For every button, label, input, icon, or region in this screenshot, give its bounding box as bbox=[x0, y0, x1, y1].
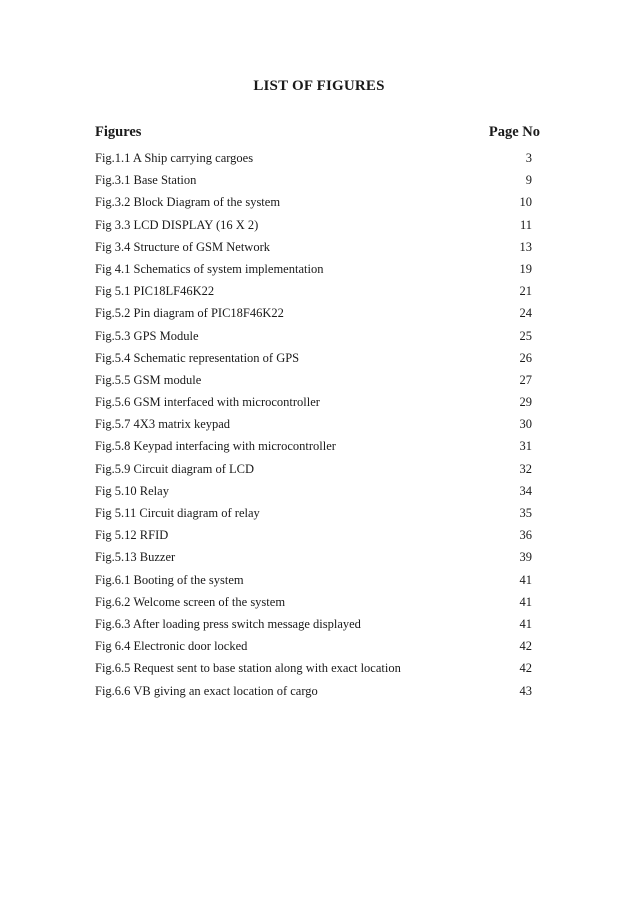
list-item bbox=[95, 194, 540, 216]
list-item bbox=[95, 483, 540, 505]
page-number: 29 bbox=[519, 395, 532, 410]
list-item bbox=[95, 616, 540, 638]
figure-caption: Fig.5.3 GPS Module bbox=[95, 328, 199, 343]
page-number: 43 bbox=[519, 683, 532, 698]
page-number: 11 bbox=[519, 217, 532, 232]
page-number: 30 bbox=[519, 417, 532, 432]
figure-caption: Fig.6.2 Welcome screen of the system bbox=[95, 594, 286, 609]
list-item bbox=[95, 572, 540, 594]
figure-caption: Fig 3.3 LCD DISPLAY (16 X 2) bbox=[95, 217, 259, 232]
figures-list bbox=[95, 150, 540, 705]
figure-caption: Fig.3.2 Block Diagram of the system bbox=[95, 195, 281, 210]
list-item bbox=[95, 239, 540, 261]
page-number: 36 bbox=[519, 528, 532, 543]
figure-caption: Fig.6.5 Request sent to base station along with exact location bbox=[95, 661, 401, 676]
page-number: 42 bbox=[519, 661, 532, 676]
page-number: 13 bbox=[519, 239, 532, 254]
list-item bbox=[95, 350, 540, 372]
figure-caption: Fig.3.1 Base Station bbox=[95, 173, 197, 188]
figure-caption: Fig.5.4 Schematic representation of GPS bbox=[95, 350, 300, 365]
figure-caption: Fig.5.7 4X3 matrix keypad bbox=[95, 417, 231, 432]
figure-caption: Fig 5.11 Circuit diagram of relay bbox=[95, 506, 260, 520]
figure-caption: Fig.5.8 Keypad interfacing with microcontroller bbox=[95, 439, 336, 454]
figure-caption: Fig 5.12 RFID bbox=[95, 528, 169, 543]
figure-caption: Fig 3.4 Structure of GSM Network bbox=[95, 239, 270, 254]
page-number: 42 bbox=[519, 639, 532, 654]
page-number: 19 bbox=[519, 261, 532, 276]
list-item bbox=[95, 549, 540, 571]
list-item bbox=[95, 150, 540, 172]
page-number: 31 bbox=[519, 439, 532, 454]
page-number: 21 bbox=[519, 284, 532, 299]
page-number: 35 bbox=[519, 506, 532, 520]
page-number: 9 bbox=[525, 173, 532, 188]
list-item bbox=[95, 305, 540, 327]
list-header bbox=[95, 124, 540, 144]
page-number: 41 bbox=[519, 594, 532, 609]
list-item bbox=[95, 328, 540, 350]
page-number: 3 bbox=[525, 151, 532, 165]
page-no-column-header: Page No bbox=[488, 124, 540, 140]
figure-caption: Fig.5.6 GSM interfaced with microcontroller bbox=[95, 395, 320, 410]
page-number: 25 bbox=[519, 328, 532, 343]
page-number: 32 bbox=[519, 461, 532, 476]
figure-caption: Fig.5.9 Circuit diagram of LCD bbox=[95, 461, 255, 476]
list-item bbox=[95, 594, 540, 616]
figure-caption: Fig.6.1 Booting of the system bbox=[95, 572, 244, 587]
page-title: LIST OF FIGURES bbox=[253, 78, 385, 94]
list-item bbox=[95, 683, 540, 705]
list-item bbox=[95, 172, 540, 194]
page-number: 24 bbox=[519, 306, 532, 321]
page-number: 41 bbox=[519, 616, 532, 631]
list-item bbox=[95, 527, 540, 549]
figure-caption: Fig 4.1 Schematics of system implementation bbox=[95, 261, 324, 276]
figure-caption: Fig 5.1 PIC18LF46K22 bbox=[95, 284, 215, 299]
page-number: 39 bbox=[519, 550, 532, 565]
list-item bbox=[95, 438, 540, 460]
list-item bbox=[95, 372, 540, 394]
figure-caption: Fig 6.4 Electronic door locked bbox=[95, 639, 248, 654]
page-number: 41 bbox=[519, 572, 532, 587]
figures-column-header: Figures bbox=[95, 124, 142, 140]
figure-caption: Fig 5.10 Relay bbox=[95, 483, 169, 498]
figure-caption: Fig.1.1 A Ship carrying cargoes bbox=[95, 151, 254, 165]
figure-caption: Fig.6.3 After loading press switch message displayed bbox=[95, 616, 361, 631]
figure-caption: Fig.5.2 Pin diagram of PIC18F46K22 bbox=[95, 306, 284, 321]
page-number: 10 bbox=[519, 195, 532, 210]
list-item bbox=[95, 660, 540, 682]
page-number: 34 bbox=[519, 483, 532, 498]
list-item bbox=[95, 217, 540, 239]
page-number: 26 bbox=[519, 350, 532, 365]
list-item bbox=[95, 394, 540, 416]
page-number: 27 bbox=[519, 372, 532, 387]
list-item bbox=[95, 505, 540, 527]
list-item bbox=[95, 461, 540, 483]
list-item bbox=[95, 416, 540, 438]
figure-caption: Fig.6.6 VB giving an exact location of cargo bbox=[95, 683, 318, 698]
list-item bbox=[95, 283, 540, 305]
list-item bbox=[95, 261, 540, 283]
list-item bbox=[95, 638, 540, 660]
figure-caption: Fig.5.5 GSM module bbox=[95, 372, 202, 387]
figure-caption: Fig.5.13 Buzzer bbox=[95, 550, 176, 565]
